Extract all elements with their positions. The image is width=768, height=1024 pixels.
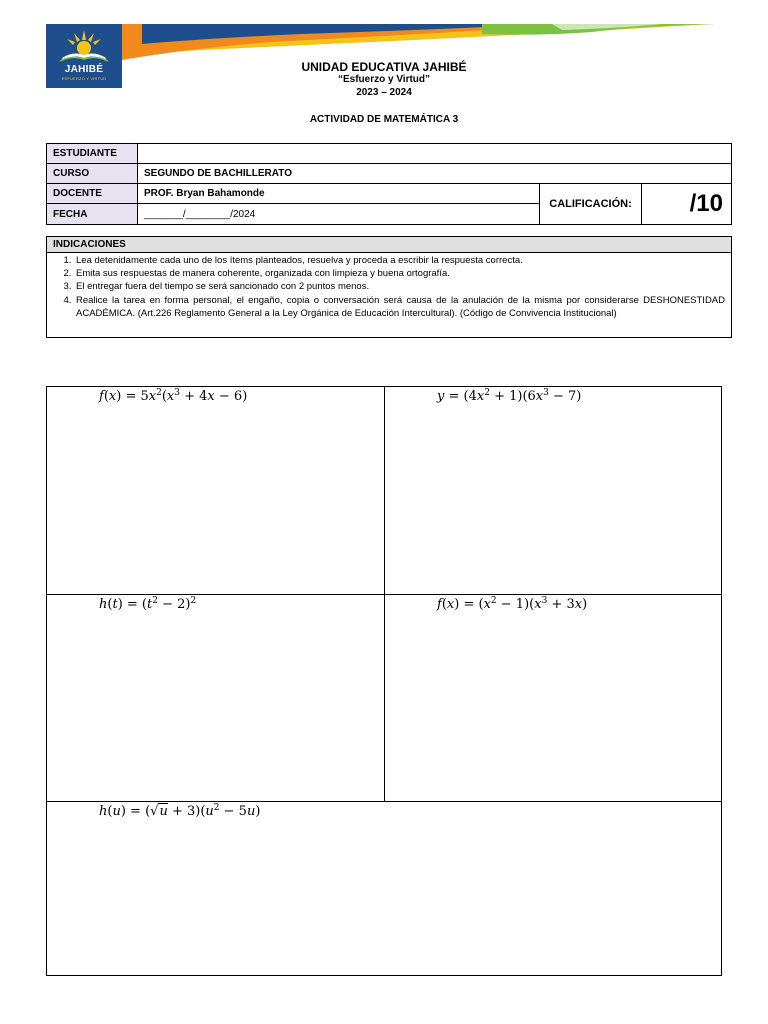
- indication-item: 3. El entregar fuera del tiempo se será sancionado con 2 puntos menos.: [74, 280, 725, 293]
- indications-list: [47, 253, 731, 320]
- indications-title: INDICACIONES: [47, 237, 731, 253]
- logo-text: JAHIBÉ: [64, 64, 104, 75]
- header-banner: [122, 24, 714, 60]
- logo-tagline: ESFUERZO Y VIRTUD: [61, 76, 107, 81]
- exercise-2-box[interactable]: [384, 386, 722, 595]
- student-field[interactable]: [137, 143, 732, 164]
- indications-box: [46, 236, 732, 338]
- indication-item: 4. Realice la tarea en forma personal, el engaño, copia o conversación será causa de la anulación de la misma por considerarse DESHONESTIDAD ACADÉMICA. (Art.226 Reglamento General a la Ley Orgánica de Educación Intercultural). (Código de Convivencia Institucional): [74, 294, 725, 320]
- exercise-4-box[interactable]: [384, 594, 722, 802]
- teacher-label: DOCENTE: [46, 183, 138, 204]
- exercise-3-formula: $h(t) = (t^2 - 2)^2$: [99, 596, 197, 612]
- exercise-3-box[interactable]: [46, 594, 385, 802]
- school-years: 2023 – 2024: [356, 87, 412, 98]
- school-name: UNIDAD EDUCATIVA JAHIBÉ: [301, 60, 467, 74]
- exercise-4-formula: $f(x) = (x^2 - 1)(x^3 + 3x)$: [437, 596, 588, 612]
- sun-book-icon: [46, 24, 122, 64]
- course-value: SEGUNDO DE BACHILLERATO: [137, 163, 732, 184]
- exercise-2-formula: $y = (4x^2 + 1)(6x^3 - 7)$: [437, 388, 582, 404]
- date-field[interactable]: _______/________/2024: [137, 203, 540, 225]
- exercise-1-box[interactable]: [46, 386, 385, 595]
- course-label: CURSO: [46, 163, 138, 184]
- student-label: ESTUDIANTE: [46, 143, 138, 164]
- date-label: FECHA: [46, 203, 138, 225]
- indication-item: 1. Lea detenidamente cada uno de los ítems planteados, resuelva y proceda a escribir la respuesta correcta.: [74, 254, 725, 267]
- exercise-1-formula: $f(x) = 5x^2(x^3 + 4x - 6)$: [99, 388, 248, 404]
- exercise-5-box[interactable]: [46, 801, 722, 976]
- indication-item: 2. Emita sus respuestas de manera coherente, organizada con limpieza y buena ortografía.: [74, 267, 725, 280]
- grade-score: /10: [641, 183, 732, 225]
- school-motto: “Esfuerzo y Virtud”: [337, 74, 431, 85]
- grade-label: CALIFICACIÓN:: [539, 183, 642, 225]
- activity-title: ACTIVIDAD DE MATEMÁTICA 3: [309, 114, 459, 125]
- teacher-value: PROF. Bryan Bahamonde: [137, 183, 540, 204]
- exercise-5-formula: $h(u) = (√u + 3)(u^2 - 5u)$: [99, 803, 261, 819]
